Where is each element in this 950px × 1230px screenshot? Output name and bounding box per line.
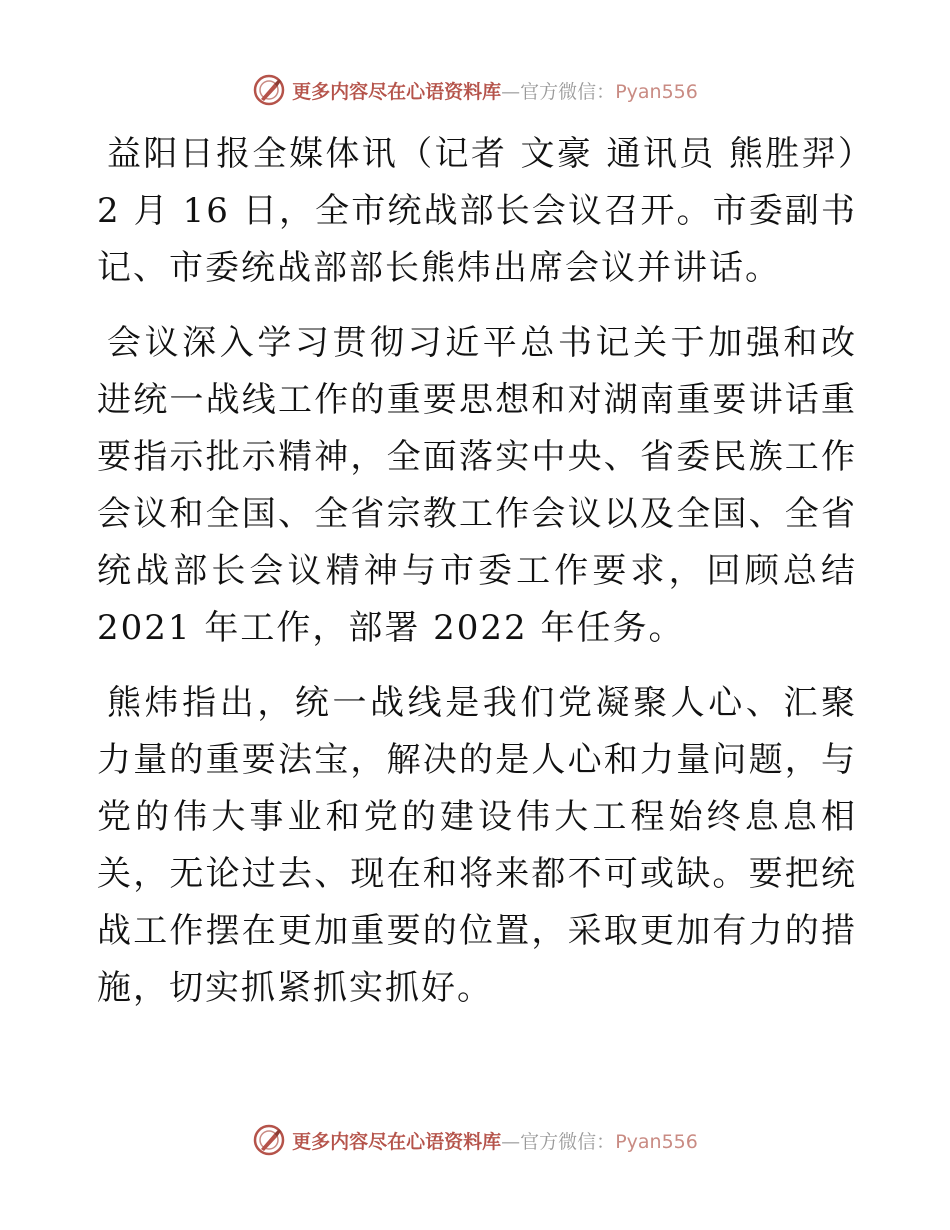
footer-watermark (0, 1120, 950, 1160)
watermark-text (292, 1127, 698, 1154)
header-watermark (0, 70, 950, 110)
watermark-account: Pyan556 (615, 80, 698, 103)
paragraph-3: 熊炜指出，统一战线是我们党凝聚人心、汇聚力量的重要法宝，解决的是人心和力量问题，与党的伟大事业和党的建设伟大工程始终息息相关，无论过去、现在和将来都不可或缺。要把统战工作摆在更加重要的位置，采取更加有力的措施，切实抓紧抓实抓好。 (97, 683, 857, 1008)
pen-logo-icon (252, 1123, 286, 1157)
watermark-account: Pyan556 (615, 1130, 698, 1153)
watermark-dash: — (501, 1130, 521, 1153)
watermark-text (292, 77, 698, 104)
watermark-label: 官方微信： (520, 1130, 616, 1153)
article-body (97, 126, 857, 1035)
watermark-dash: — (501, 80, 521, 103)
pen-logo-icon (252, 73, 286, 107)
watermark-brand: 更多内容尽在心语资料库 (292, 80, 502, 103)
paragraph-1: 益阳日报全媒体讯（记者 文豪 通讯员 熊胜羿）2 月 16 日，全市统战部长会议召开。市委副书记、市委统战部部长熊炜出席会议并讲话。 (97, 134, 857, 288)
watermark-brand: 更多内容尽在心语资料库 (292, 1130, 502, 1153)
paragraph-2: 会议深入学习贯彻习近平总书记关于加强和改进统一战线工作的重要思想和对湖南重要讲话重要指示批示精神，全面落实中央、省委民族工作会议和全国、全省宗教工作会议以及全国、全省统战部长会议精神与市委工作要求，回顾总结 2021 年工作，部署 2022 年任务。 (97, 323, 857, 648)
watermark-label: 官方微信： (520, 80, 616, 103)
